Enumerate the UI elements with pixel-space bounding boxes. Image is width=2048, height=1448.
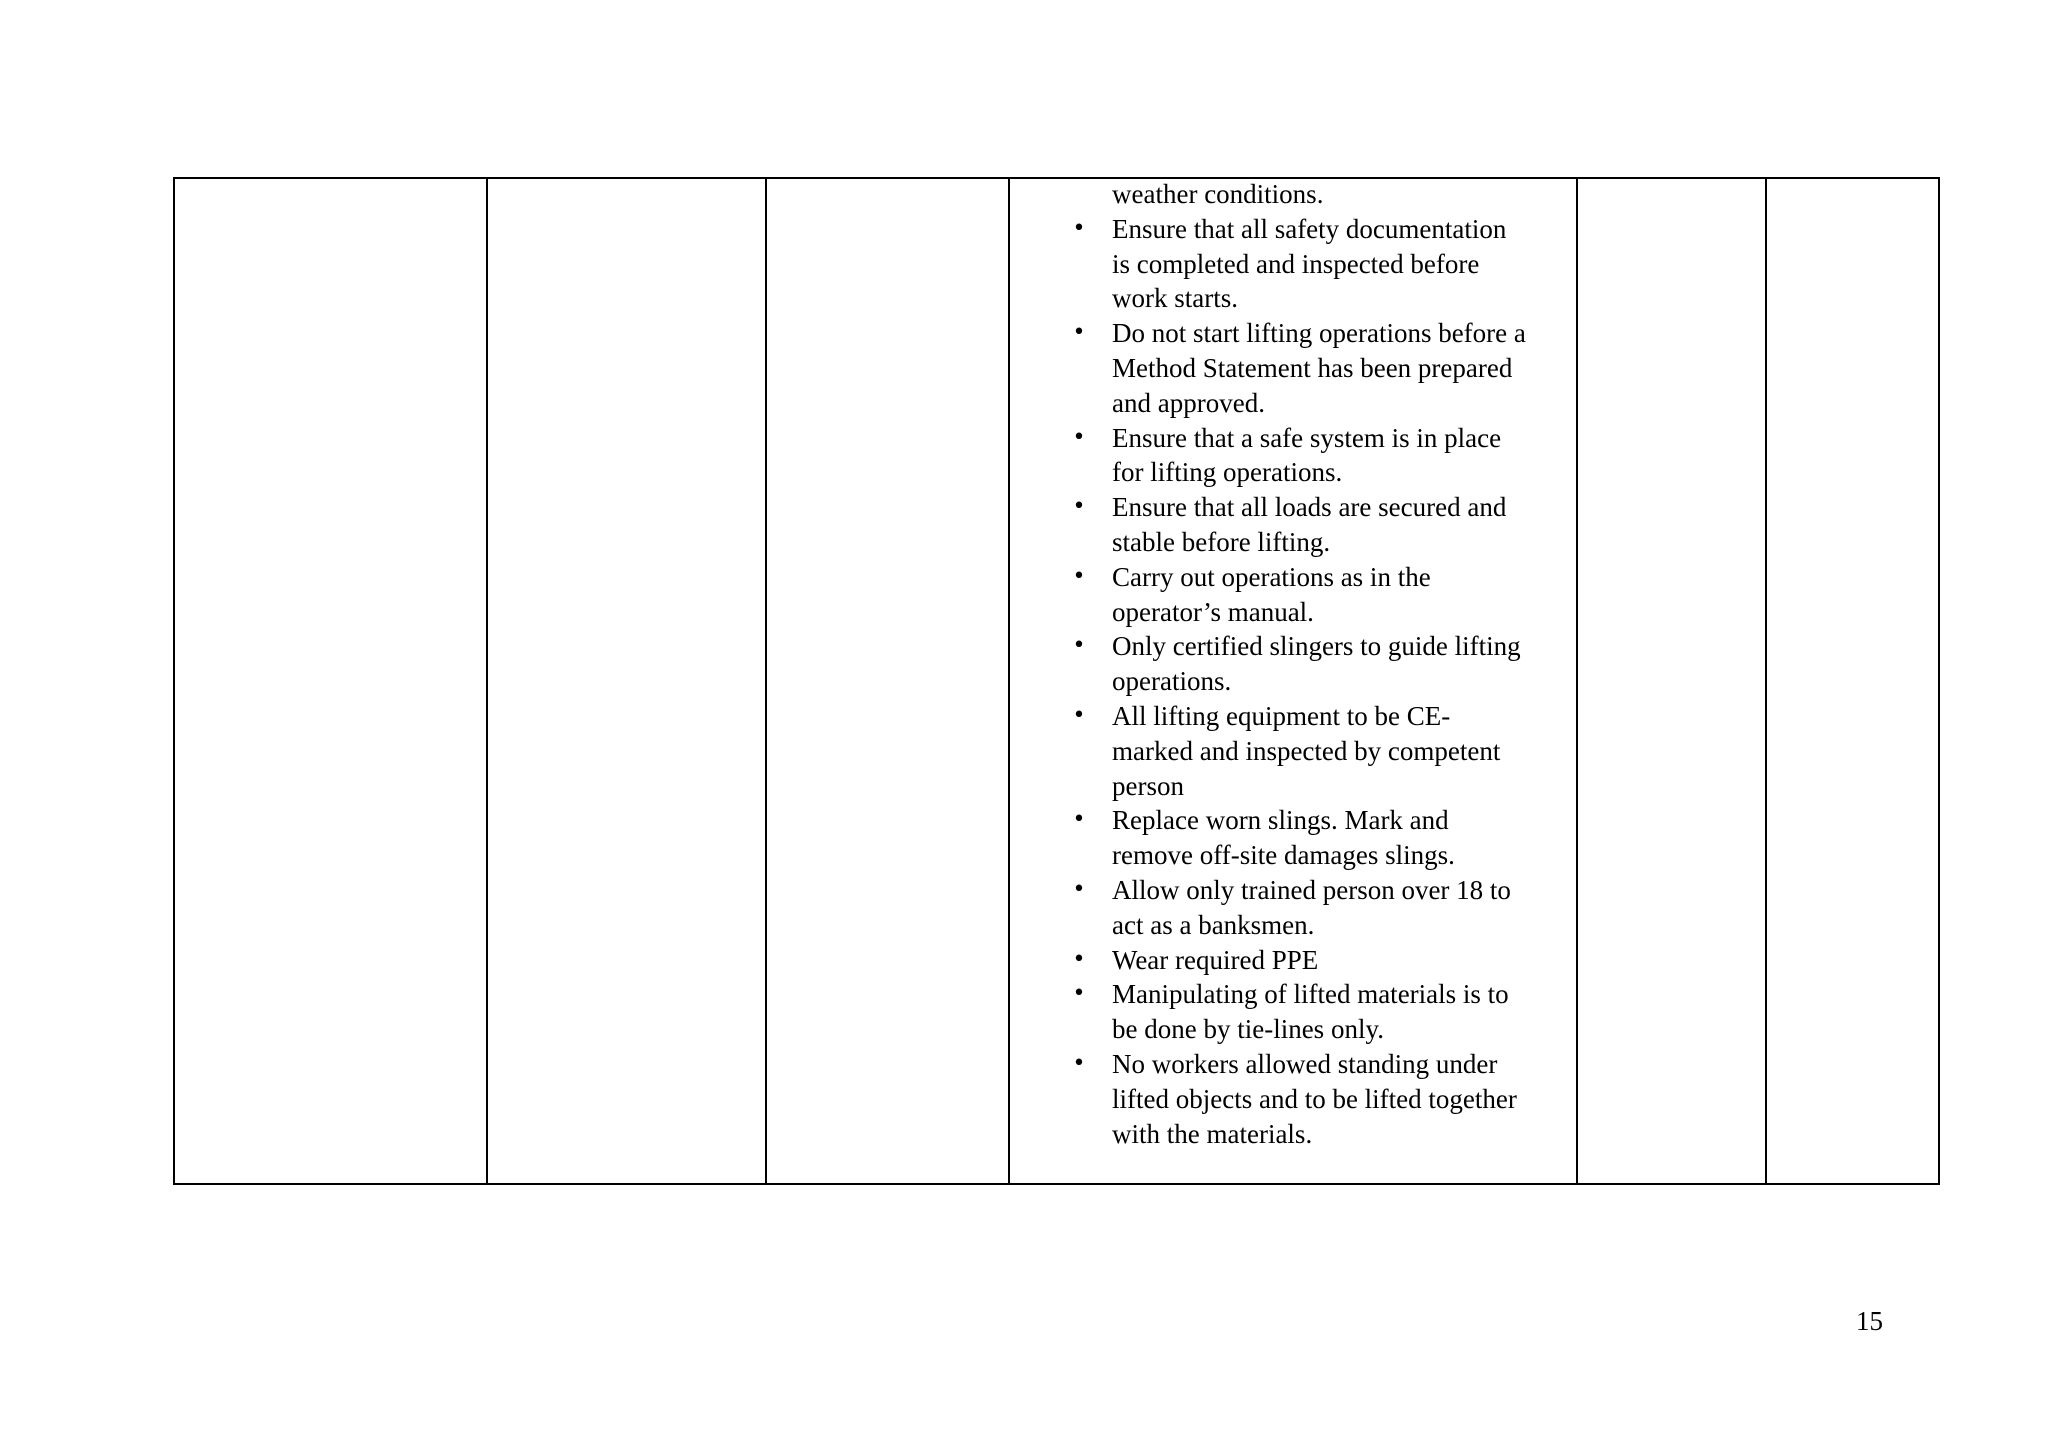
column-divider-3 <box>1008 179 1010 1183</box>
control-measure-line: Do not start lifting operations before a <box>1112 318 1526 349</box>
bullet-icon: • <box>1072 215 1086 241</box>
bullet-icon: • <box>1072 981 1086 1007</box>
table-cell-column-5 <box>1578 179 1765 1183</box>
control-measure-line: for lifting operations. <box>1112 457 1343 488</box>
control-measure-line: Replace worn slings. Mark and <box>1112 805 1449 836</box>
control-measure-line: remove off-site damages slings. <box>1112 840 1455 871</box>
control-measure-line: All lifting equipment to be CE- <box>1112 700 1451 731</box>
control-measure-line: Ensure that all loads are secured and <box>1112 492 1507 523</box>
control-measure-line: lifted objects and to be lifted together <box>1112 1083 1517 1114</box>
bullet-icon: • <box>1072 702 1086 728</box>
control-measure-line: stable before lifting. <box>1112 526 1331 557</box>
bullet-icon: • <box>1072 807 1086 833</box>
control-measure-item <box>1012 977 1580 1047</box>
control-measure-line: No workers allowed standing under <box>1112 1048 1498 1079</box>
table-cell-column-6 <box>1767 179 1940 1183</box>
bullet-icon: • <box>1072 1050 1086 1076</box>
bullet-icon: • <box>1072 876 1086 902</box>
control-measures-list <box>1012 212 1580 1152</box>
table-cell-column-2 <box>488 179 765 1183</box>
bullet-icon: • <box>1072 633 1086 659</box>
control-measure-item <box>1012 560 1580 630</box>
control-measures-cell <box>1012 177 1580 1151</box>
control-measure-item <box>1012 873 1580 943</box>
control-measure-line: Manipulating of lifted materials is to <box>1112 979 1509 1010</box>
control-measure-line: work starts. <box>1112 283 1238 314</box>
control-measure-item <box>1012 803 1580 873</box>
control-measure-item <box>1012 699 1580 803</box>
control-measure-line: with the materials. <box>1112 1118 1313 1149</box>
control-measure-line: Only certified slingers to guide lifting <box>1112 631 1521 662</box>
bullet-icon: • <box>1072 946 1086 972</box>
control-measure-line: Ensure that all safety documentation <box>1112 213 1507 244</box>
control-measure-item <box>1012 421 1580 491</box>
control-measure-line: operator’s manual. <box>1112 596 1314 627</box>
control-measure-line: Allow only trained person over 18 to <box>1112 874 1511 905</box>
control-measure-line: and approved. <box>1112 387 1265 418</box>
control-measure-line: Method Statement has been prepared <box>1112 352 1513 383</box>
control-measure-line: act as a banksmen. <box>1112 909 1315 940</box>
control-measure-line: Carry out operations as in the <box>1112 561 1431 592</box>
table-cell-column-3 <box>767 179 1008 1183</box>
bullet-icon: • <box>1072 424 1086 450</box>
control-measure-line: person <box>1112 770 1184 801</box>
control-measure-line: operations. <box>1112 666 1232 697</box>
table-cell-column-1 <box>175 179 486 1183</box>
control-measure-item <box>1012 1047 1580 1151</box>
control-measure-item <box>1012 943 1580 978</box>
control-measure-item <box>1012 629 1580 699</box>
control-measure-item <box>1012 490 1580 560</box>
control-measure-item <box>1012 316 1580 420</box>
control-measure-line: be done by tie-lines only. <box>1112 1014 1384 1045</box>
control-measure-item <box>1012 212 1580 316</box>
control-measure-line: Ensure that a safe system is in place <box>1112 422 1502 453</box>
bullet-icon: • <box>1072 494 1086 520</box>
bullet-icon: • <box>1072 320 1086 346</box>
bullet-icon: • <box>1072 563 1086 589</box>
continued-text: weather conditions. <box>1112 179 1324 209</box>
control-measure-line: is completed and inspected before <box>1112 248 1480 279</box>
control-measure-line: Wear required PPE <box>1112 944 1319 975</box>
control-measure-line: marked and inspected by competent <box>1112 735 1501 766</box>
page-number: 15 <box>1856 1306 1883 1336</box>
